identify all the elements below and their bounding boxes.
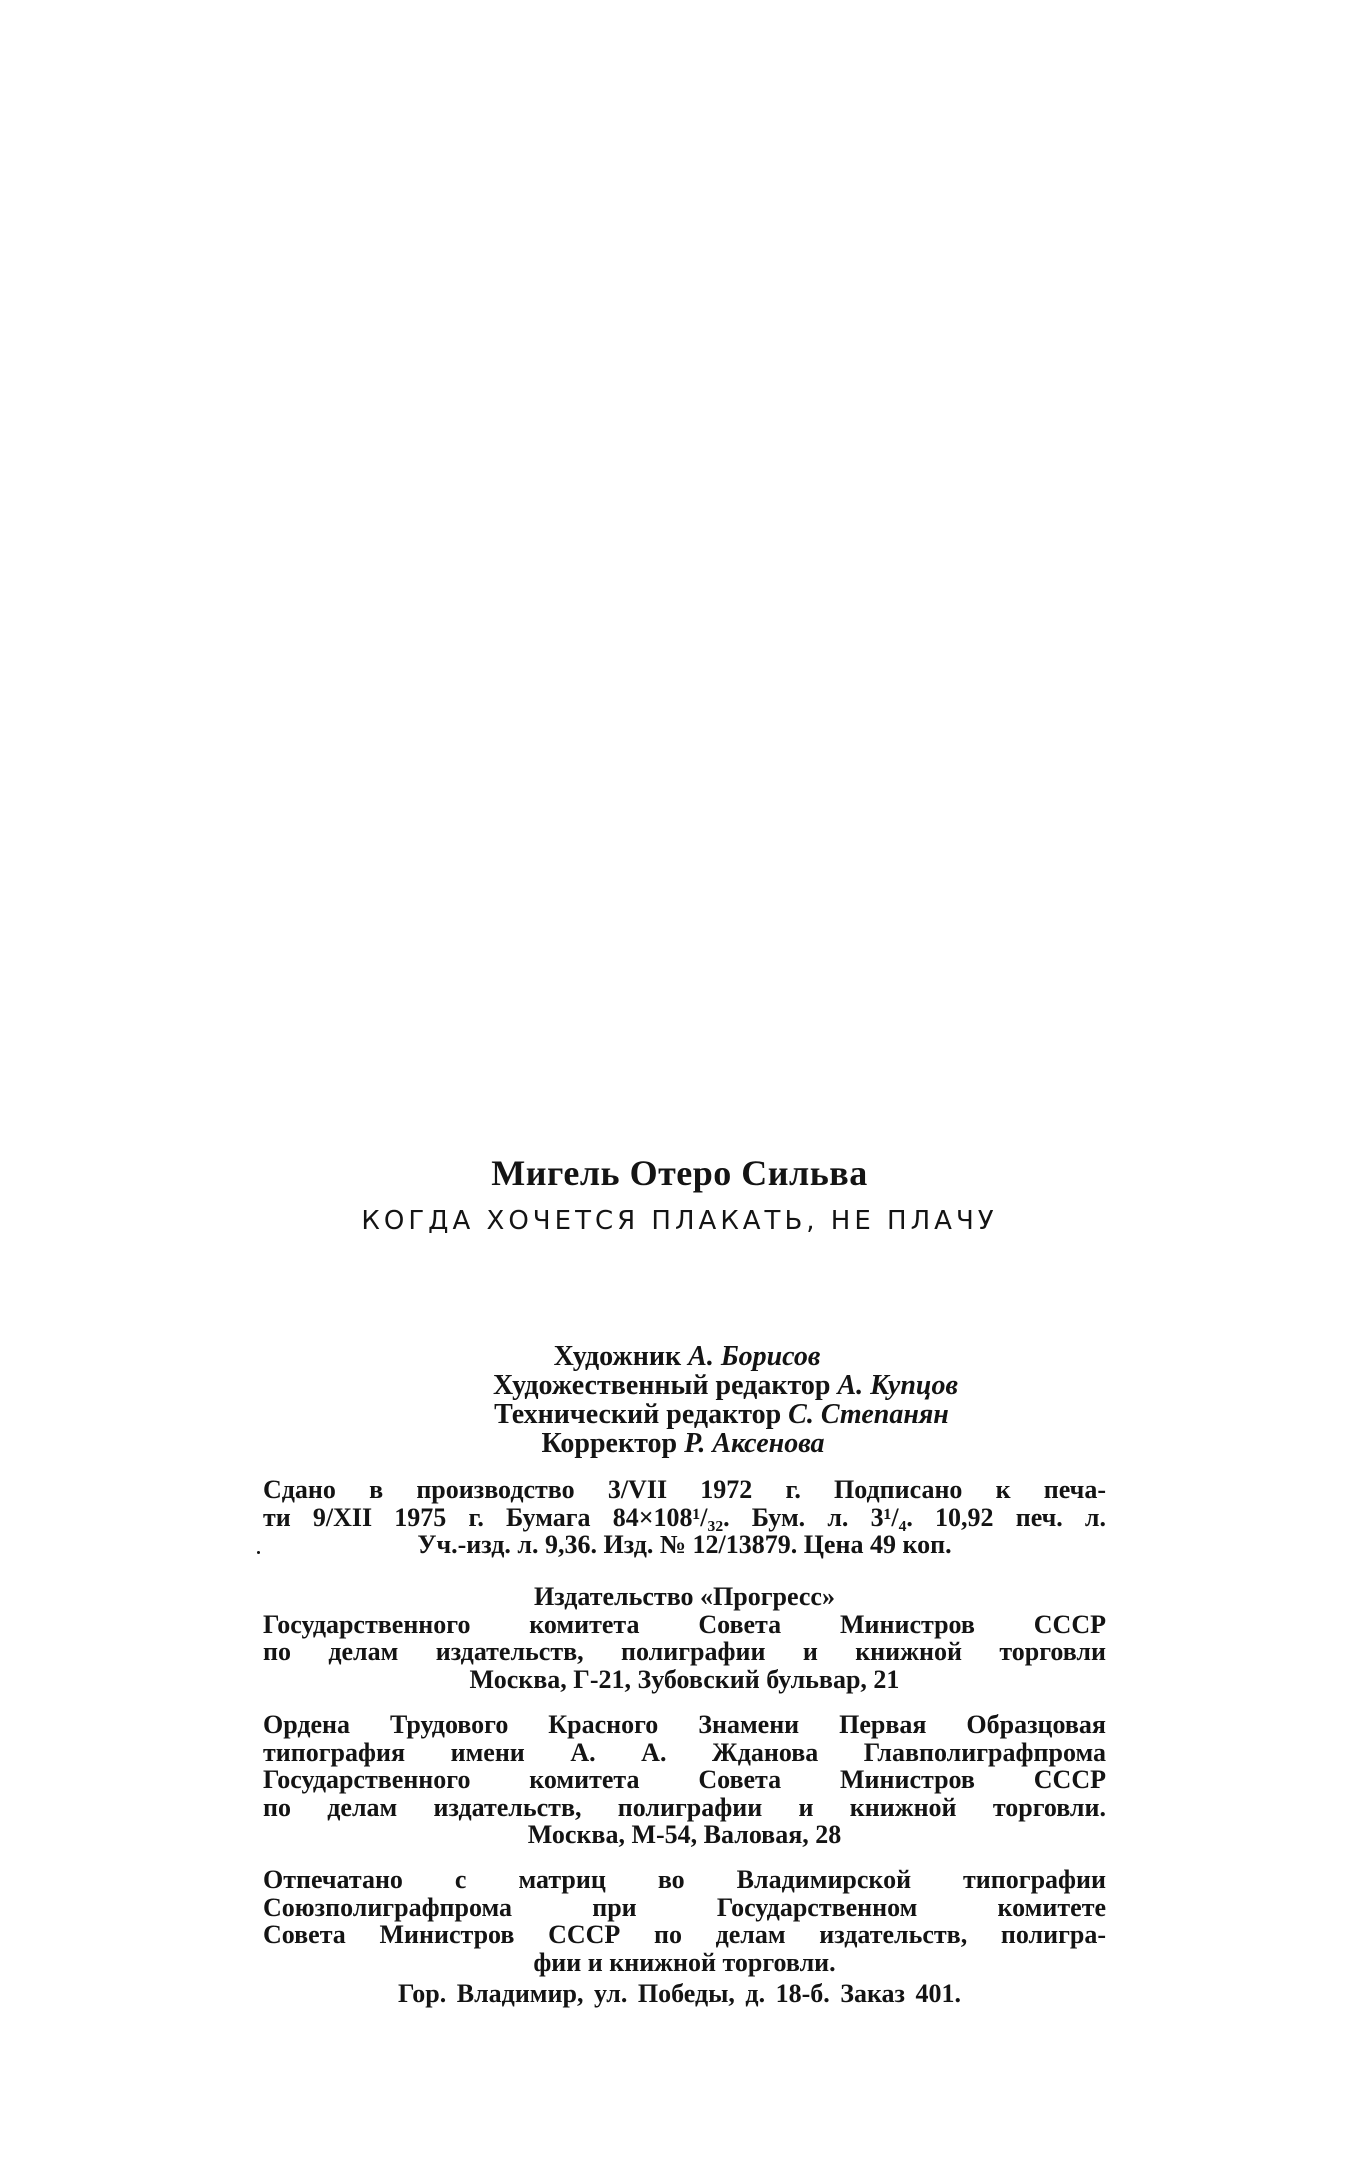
credit-name: Р. Аксенова <box>684 1428 825 1459</box>
publisher-block <box>263 1583 1106 1693</box>
offset-line: фии и книжной торговли. <box>533 1947 836 1977</box>
publisher-line: по делам издательств, полиграфии и книжной торговли <box>263 1637 1106 1666</box>
offset-line: Отпечатано с матриц во Владимирской типографии <box>263 1865 1106 1894</box>
book-title: КОГДА ХОЧЕТСЯ ПЛАКАТЬ, НЕ ПЛАЧУ <box>361 1206 998 1236</box>
credit-role: Художественный редактор <box>493 1370 831 1401</box>
publisher-line: Москва, Г-21, Зубовский бульвар, 21 <box>469 1664 900 1694</box>
credit-role: Технический редактор <box>494 1399 782 1430</box>
imprint-line: Сдано в производство 3/VII 1972 г. Подписано к печа- <box>263 1475 1106 1504</box>
printery-line: Москва, М-54, Валовая, 28 <box>527 1820 842 1849</box>
credit-art-editor <box>92 1371 1359 1400</box>
printery-block <box>263 1711 1106 1849</box>
author-name: Мигель Отеро Сильва <box>491 1153 868 1193</box>
credit-name: С. Степанян <box>788 1399 949 1430</box>
credit-role: Художник <box>553 1341 682 1372</box>
publisher-line: Государственного комитета Совета Министров СССР <box>263 1609 1106 1639</box>
printery-line: Государственного комитета Совета Министров СССР <box>263 1765 1106 1794</box>
imprint-line: Уч.-изд. л. 9,36. Изд. № 12/13879. Цена 49 коп. <box>417 1530 952 1559</box>
printery-line: Ордена Трудового Красного Знамени Первая Образцовая <box>263 1710 1106 1739</box>
printing-address: Гор. Владимир, ул. Победы, д. 18-б. Заказ 401. <box>398 1979 961 2008</box>
offset-line: Совета Министров СССР по делам издательств, полигра- <box>263 1920 1106 1949</box>
offset-print-block <box>263 1866 1106 1976</box>
printery-line: типография имени А. А. Жданова Главполиграфпрома <box>263 1737 1106 1767</box>
credit-artist <box>15 1342 1359 1371</box>
imprint-block <box>263 1476 1106 1559</box>
print-speck <box>257 1551 260 1554</box>
imprint-line: ти 9/XII 1975 г. Бумага 84×108¹/₃₂. Бум. л. 3¹/₄. 10,92 печ. л. <box>263 1502 1106 1532</box>
publisher-line: Издательство «Прогресс» <box>534 1582 835 1611</box>
credit-tech-editor <box>84 1400 1359 1429</box>
credit-name: А. Борисов <box>688 1341 821 1372</box>
offset-line: Союзполиграфпрома при Государственном комитете <box>263 1892 1106 1922</box>
printery-line: по делам издательств, полиграфии и книжной торговли. <box>263 1792 1106 1822</box>
credits-block <box>0 1342 1359 1458</box>
credit-proofreader <box>7 1429 1359 1458</box>
credit-role: Корректор <box>541 1428 678 1459</box>
credit-name: А. Купцов <box>837 1370 958 1401</box>
